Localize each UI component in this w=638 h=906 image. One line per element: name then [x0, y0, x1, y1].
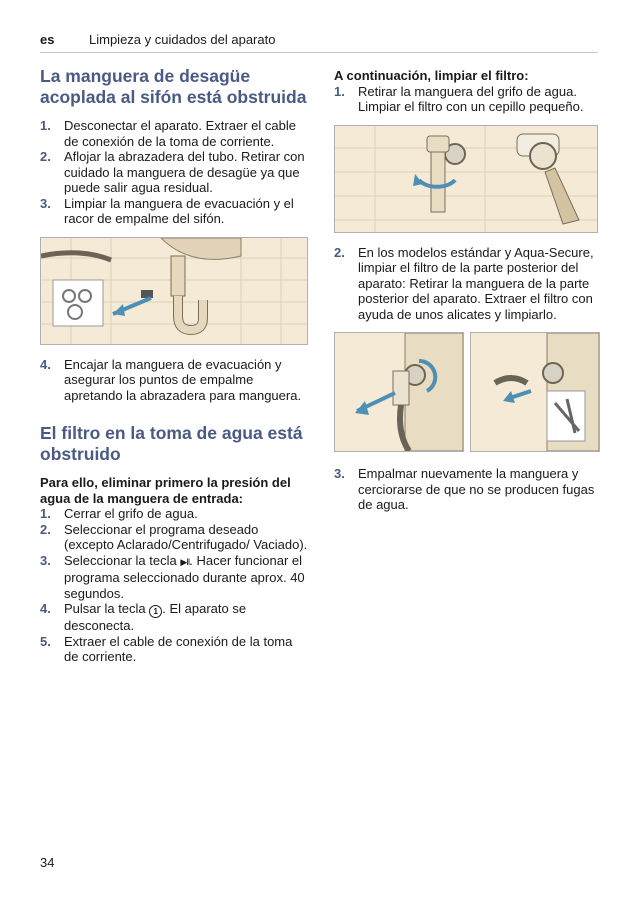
- subheading-release-pressure: Para ello, eliminar primero la presión del agua de la manguera de entrada:: [40, 475, 291, 506]
- step-reconnect-inlet: [334, 466, 602, 513]
- list-item: 3. Seleccionar la tecla ▶II. Hacer funcionar el programa seleccionado durante aprox. 40 segundos.: [40, 552, 305, 601]
- list-item: 4. Pulsar la tecla 1 . El aparato se desconecta.: [40, 601, 247, 633]
- heading-drain-hose: La manguera de desagüe acoplada al sifón está obstruida: [40, 66, 307, 107]
- right-column: [334, 64, 602, 513]
- step-clean-back-filter: [334, 245, 602, 323]
- list-item: 2. Aflojar la abrazadera del tubo. Retirar con cuidado la manguera de desagüe ya que puede salir agua residual.: [40, 149, 305, 195]
- hose-removal-illustration: [334, 332, 464, 452]
- page-header: [40, 32, 276, 47]
- steps-drain-hose: [40, 118, 308, 227]
- start-pause-icon: ▶II: [180, 556, 190, 567]
- list-item: 2. En los modelos estándar y Aqua-Secure, limpiar el filtro de la parte posterior del aparato: Retirar la manguera de la parte posterior del aparato. Extraer el filtro con ayuda de unos alicates y limpiarlo.: [334, 244, 594, 322]
- step-reconnect-hose: [40, 357, 308, 404]
- back-filter-illustrations: [334, 332, 602, 452]
- left-column: [40, 64, 308, 665]
- list-item: 3. Limpiar la manguera de evacuación y el racor de empalme del sifón.: [40, 195, 294, 226]
- subheading-clean-filter: A continuación, limpiar el filtro:: [334, 68, 529, 83]
- list-item: 4. Encajar la manguera de evacuación y asegurar los puntos de empalme apretando la abrazadera para manguera.: [40, 356, 302, 403]
- step-remove-hose: [334, 84, 602, 115]
- heading-inlet-filter: El filtro en la toma de agua está obstruido: [40, 423, 303, 464]
- filter-pliers-illustration: [470, 332, 600, 452]
- list-item: 1. Desconectar el aparato. Extraer el cable de conexión de la toma de corriente.: [40, 118, 296, 149]
- header-divider: [40, 52, 598, 53]
- list-item: 5. Extraer el cable de conexión de la toma de corriente.: [40, 633, 293, 664]
- list-item: 3. Empalmar nuevamente la manguera y cerciorarse de que no se producen fugas de agua.: [334, 466, 595, 512]
- steps-release-pressure: [40, 506, 308, 665]
- list-item: 1. Cerrar el grifo de agua.: [40, 506, 198, 521]
- language-tag: es: [40, 32, 55, 47]
- power-icon: 1: [149, 605, 162, 618]
- list-item: 2. Seleccionar el programa deseado (excepto Aclarado/Centrifugado/ Vaciado).: [40, 521, 308, 552]
- page-number: 34: [40, 855, 55, 870]
- list-item: 1. Retirar la manguera del grifo de agua. Limpiar el filtro con un cepillo pequeño.: [334, 83, 584, 114]
- tap-filter-illustration: [334, 125, 598, 233]
- siphon-hose-illustration: [40, 237, 308, 345]
- section-title: Limpieza y cuidados del aparato: [89, 32, 276, 47]
